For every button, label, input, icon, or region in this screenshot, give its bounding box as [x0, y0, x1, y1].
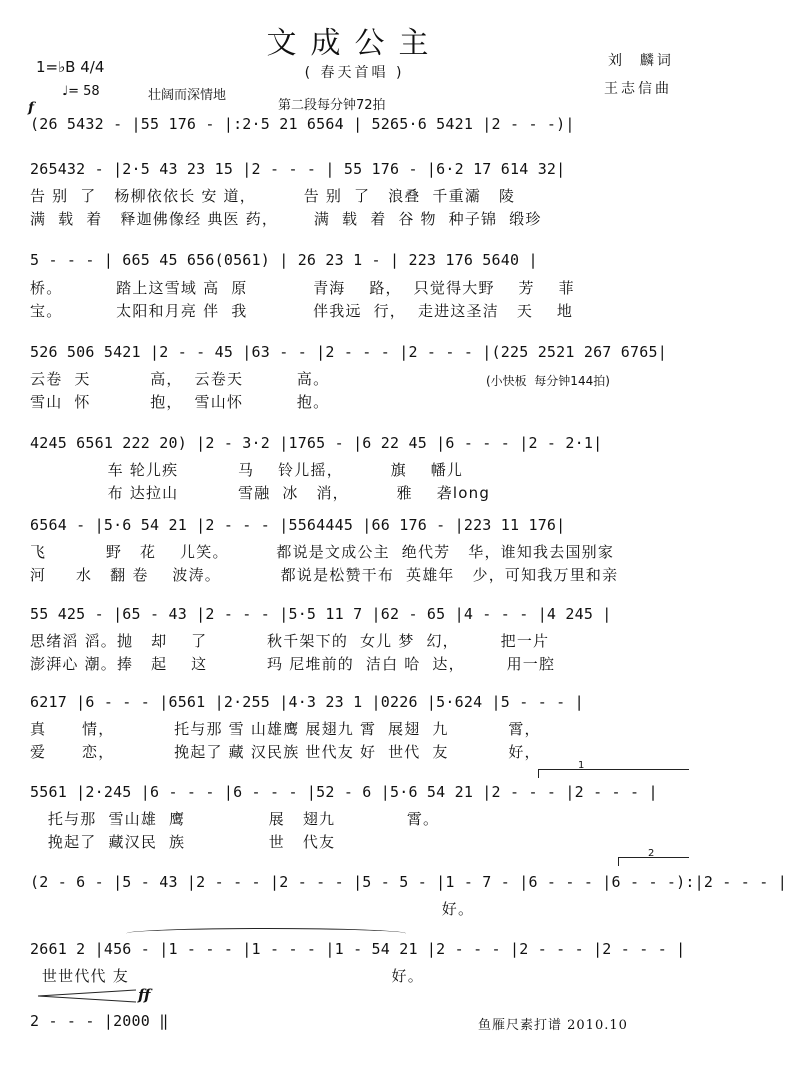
music-line-7: 55 425 - |65 - 43 |2 - - - |5·5 11 7 |62 - 65 |4 - - - |4 245 | [30, 605, 612, 623]
lyric-line-15: 托与那 雪山雄 鹰 展 翅九 霄。 [30, 810, 440, 828]
lyric-line-7: 车 轮儿疾 马 铃儿摇， 旗 幡儿 [30, 461, 464, 479]
lyric-line-11: 思绪滔 滔。抛 却 了 秋千架下的 女儿 梦 幻， 把一片 [30, 632, 550, 650]
lyric-line-5: 云卷 天 高， 云卷天 高。 [30, 370, 330, 388]
lyric-line-13: 真 情， 托与那 雪 山雄鹰 展翅九 霄 展翅 九 霄， [30, 720, 541, 738]
music-line-4: 526 506 5421 |2 - - 45 |63 - - |2 - - - |2 - - - |(225 2521 267 6765| [30, 343, 667, 361]
lyric-line-3: 桥。 踏上这雪域 高 原 青海 路， 只觉得大野 芳 菲 [30, 279, 575, 297]
music-line-11: 2661 2 |456 - |1 - - - |1 - - - |1 - 54 21 |2 - - - |2 - - - |2 - - - | [30, 940, 686, 958]
lyric-line-16: 挽起了 藏汉民 族 世 代友 [30, 833, 336, 851]
lyric-line-14: 爱 恋， 挽起了 藏 汉民族 世代友 好 世代 友 好， [30, 743, 541, 761]
crescendo-hairpin [36, 988, 146, 1004]
tempo-mark: ♩= 58 [62, 84, 100, 99]
key-signature: 1=♭B 4/4 [36, 58, 105, 76]
lyric-line-2: 满 载 着 释迦佛像经 典医 药， 满 载 着 谷 物 种子锦 缎珍 [30, 210, 542, 228]
lyric-line-1: 告 别 了 杨柳依依长 安 道， 告 别 了 浪叠 千重灞 陵 [30, 187, 516, 205]
engraver-credit: 鱼雁尺素打谱 2010.10 [478, 1018, 628, 1033]
song-title: 文成公主 [266, 26, 443, 61]
section-tempo-note: 第二段每分钟72拍 [278, 98, 386, 113]
volta-2-label: 2 [648, 848, 655, 859]
music-line-12: 2 - - - |2000 ‖ [30, 1012, 169, 1030]
music-line-2: 265432 - |2·5 43 23 15 |2 - - - | 55 176 - |6·2 17 614 32| [30, 160, 566, 178]
expression-mark: 壮阔而深情地 [148, 88, 227, 103]
music-line-10: (2 - 6 - |5 - 43 |2 - - - |2 - - - |5 - 5 - |1 - 7 - |6 - - - |6 - - -):|2 - - - | [30, 873, 787, 891]
lyric-line-12: 澎湃心 潮。捧 起 这 玛 尼堆前的 洁白 哈 达， 用一腔 [30, 655, 556, 673]
lyric-line-4: 宝。 太阳和月亮 伴 我 伴我远 行， 走进这圣洁 天 地 [30, 302, 574, 320]
music-line-5: 4245 6561 222 20) |2 - 3·2 |1765 - |6 22 45 |6 - - - |2 - 2·1| [30, 434, 603, 452]
song-subtitle: ( 春天首唱 ) [304, 65, 405, 81]
music-line-1: (26 5432 - |55 176 - |:2·5 21 6564 | 5265·6 5421 |2 - - -)| [30, 115, 575, 133]
lyric-line-18: 世世代代 友 好。 [30, 967, 424, 985]
volta-bracket-1 [538, 769, 689, 778]
lyricist-credit: 刘 麟词 [608, 53, 674, 69]
lyric-line-17: 好。 [30, 900, 475, 918]
music-line-6: 6564 - |5·6 54 21 |2 - - - |5564445 |66 176 - |223 11 176| [30, 516, 566, 534]
music-line-3: 5 - - - | 665 45 656(0561) | 26 23 1 - | 223 176 5640 | [30, 251, 538, 269]
volta-1-label: 1 [578, 760, 585, 771]
dynamic-fortissimo: ff [138, 986, 151, 1004]
music-line-9: 5561 |2·245 |6 - - - |6 - - - |52 - 6 |5·6 54 21 |2 - - - |2 - - - | [30, 783, 658, 801]
fast-tempo-note: (小快板 每分钟144拍) [486, 374, 610, 388]
lyric-line-9: 飞 野 花 儿笑。 都说是文成公主 绝代芳 华，谁知我去国别家 [30, 543, 615, 561]
lyric-line-6: 雪山 怀 抱， 雪山怀 抱。 [30, 393, 330, 411]
lyric-line-10: 河 水 翻 卷 波涛。 都说是松赞干布 英雄年 少，可知我万里和亲 [30, 566, 619, 584]
slur-line [126, 928, 406, 939]
music-line-8: 6217 |6 - - - |6561 |2·255 |4·3 23 1 |0226 |5·624 |5 - - - | [30, 693, 584, 711]
composer-credit: 王志信曲 [604, 81, 672, 97]
lyric-line-8: 布 达拉山 雪融 冰 消， 雅 砻long [30, 484, 491, 502]
dynamic-forte: f [28, 100, 35, 116]
